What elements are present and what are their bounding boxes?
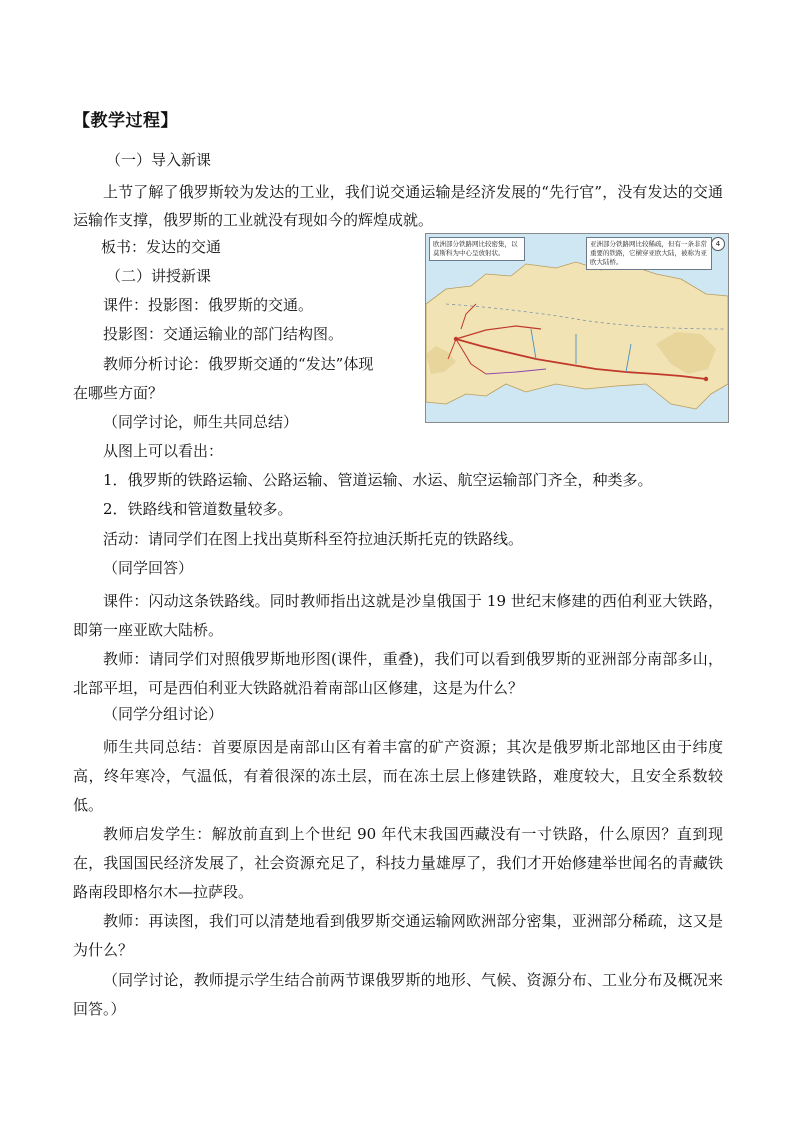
activity-note: 活动：请同学们在图上找出莫斯科至符拉迪沃斯托克的铁路线。	[103, 530, 524, 548]
teacher-discussion: 教师分析讨论：俄罗斯交通的“发达”体现	[103, 355, 374, 373]
observation-2: 2．铁路线和管道数量较多。	[103, 500, 293, 518]
group-discussion-note: （同学分组讨论）	[103, 705, 224, 723]
paragraph-intro: 上节了解了俄罗斯较为发达的工业，我们说交通运输是经济发展的“先行官”，没有发达的交通运输作支撑，俄罗斯的工业就没有现如今的辉煌成就。	[73, 183, 723, 229]
section-heading: 【教学过程】	[73, 111, 178, 131]
map-figure-number: 4	[711, 237, 725, 251]
tibet-railway-paragraph: 教师启发学生：解放前直到上个世纪 90 年代末我国西藏没有一寸铁路，什么原因？直到现在，我国国民经济发展了，社会资源充足了，科技力量雄厚了，我们才开始修建举世闻名的青藏铁路南段即格尔木—拉萨段。	[73, 825, 723, 901]
russia-transport-map	[425, 233, 729, 423]
teacher-discussion-cont: 在哪些方面？	[73, 384, 164, 402]
courseware-note: 课件：投影图：俄罗斯的交通。	[103, 296, 314, 314]
teacher-hint-paragraph: （同学讨论，教师提示学生结合前两节课俄罗斯的地形、气候、资源分布、工业分布及概况来回答。）	[73, 971, 723, 1018]
teacher-terrain-question: 教师：请同学们对照俄罗斯地形图(课件，重叠)，我们可以看到俄罗斯的亚洲部分南部多山，北部平坦，可是西伯利亚大铁路就沿着南部山区修建，这是为什么？	[73, 650, 723, 697]
observation-1: 1．俄罗斯的铁路运输、公路运输、管道运输、水运、航空运输部门齐全，种类多。	[103, 471, 653, 489]
map-callout-asia: 亚洲部分铁路网比较稀疏，但有一条非常重要的铁路，它横穿亚欧大陆，被称为亚欧大陆桥。	[586, 237, 712, 270]
student-discussion-note: （同学讨论，师生共同总结）	[103, 413, 299, 431]
network-density-question: 教师：再读图，我们可以清楚地看到俄罗斯交通运输网欧洲部分密集，亚洲部分稀疏，这又是为什么？	[73, 912, 723, 959]
student-answer-note: （同学回答）	[103, 559, 194, 577]
observation-intro: 从图上可以看出：	[103, 442, 224, 460]
summary-paragraph: 师生共同总结：首要原因是南部山区有着丰富的矿产资源；其次是俄罗斯北部地区由于纬度高，终年寒冷，气温低，有着很深的冻土层，而在冻土层上修建铁路，难度较大，且安全系数较低。	[73, 738, 723, 814]
courseware-railway: 课件：闪动这条铁路线。同时教师指出这就是沙皇俄国于 19 世纪末修建的西伯利亚大铁路，即第一座亚欧大陆桥。	[73, 592, 723, 639]
subsection-new-lesson: （二）讲授新课	[106, 267, 212, 285]
projection-note: 投影图：交通运输业的部门结构图。	[103, 325, 344, 343]
subsection-intro: （一）导入新课	[106, 151, 212, 169]
board-note: 板书：发达的交通	[101, 238, 222, 256]
map-callout-europe: 欧洲部分铁路网比较密集，以莫斯科为中心呈放射状。	[429, 237, 525, 261]
